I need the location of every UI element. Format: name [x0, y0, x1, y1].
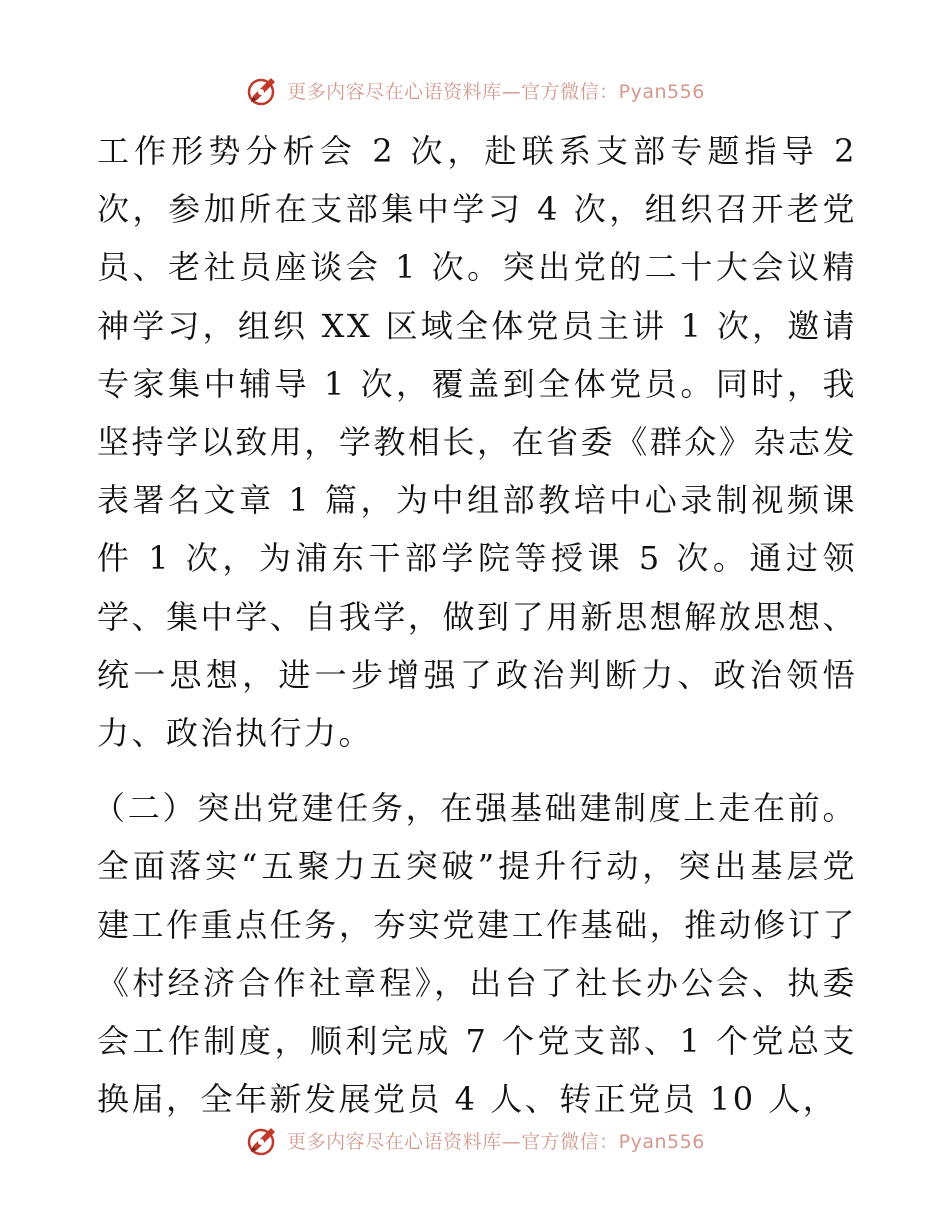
paragraph-2: （二）突出党建任务，在强基础建制度上走在前。全面落实“五聚力五突破”提升行动，突出基层党建工作重点任务，夯实党建工作基础，推动修订了《村经济合作社章程》，出台了社长办公会、执委会工作制度，顺利完成 7 个党支部、1 个党总支换届，全年新发展党员 4 人、转正党员 10 人，	[93, 789, 857, 1119]
footer-watermark	[0, 1120, 950, 1160]
pen-logo-icon	[245, 72, 281, 108]
paragraph-1: 工作形势分析会 2 次，赴联系支部专题指导 2 次，参加所在支部集中学习 4 次，组织召开老党员、老社员座谈会 1 次。突出党的二十大会议精神学习，组织 XX 区域全体党员主讲 1 次，邀请专家集中辅导 1 次，覆盖到全体党员。同时，我坚持学以致用，学教相长，在省委《群众》杂志发表署名文章 1 篇，为中组部教培中心录制视频课件 1 次，为浦东干部学院等授课 5 次。通过领学、集中学、自我学，做到了用新思想解放思想、统一思想，进一步增强了政治判断力、政治领悟力、政治执行力。	[97, 132, 857, 753]
document-body	[93, 122, 857, 1128]
pen-logo-icon	[245, 1122, 281, 1158]
watermark-text: 更多内容尽在心语资料库—官方微信：Pyan556	[287, 1130, 705, 1153]
header-watermark	[0, 70, 950, 110]
watermark-text: 更多内容尽在心语资料库—官方微信：Pyan556	[287, 80, 705, 103]
